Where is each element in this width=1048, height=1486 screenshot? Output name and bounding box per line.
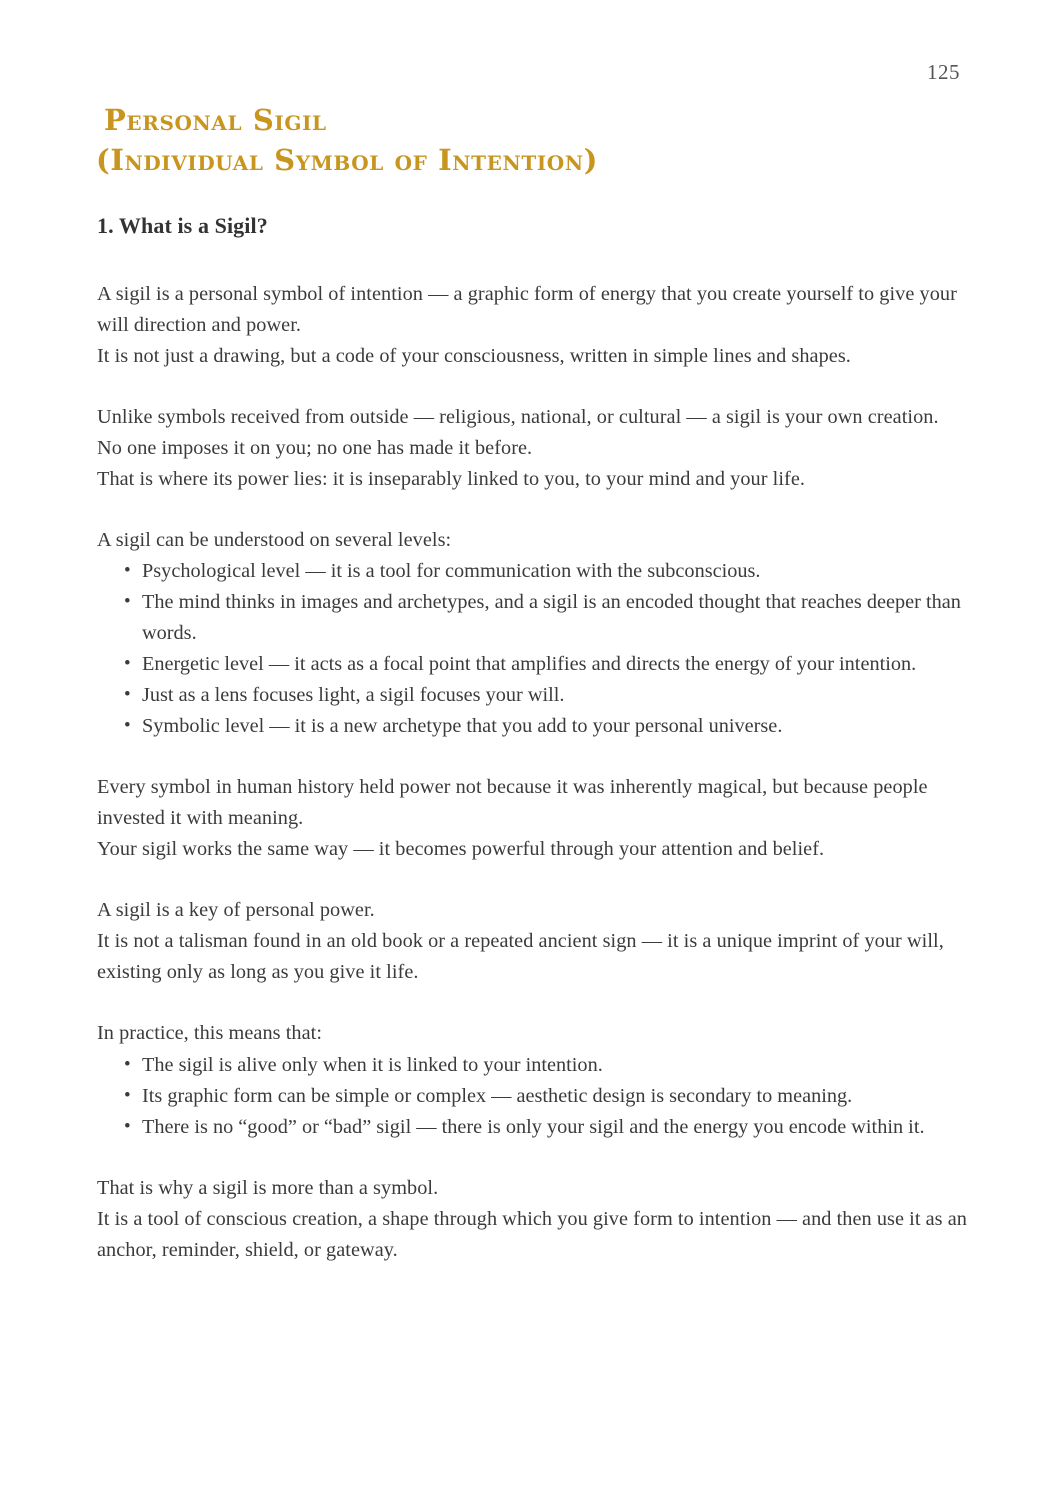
spacer [97, 372, 981, 402]
spacer [97, 241, 981, 279]
list-item: • Just as a lens focuses light, a sigil focuses your will. [97, 680, 981, 711]
section-heading: 1. What is a Sigil? [97, 213, 268, 238]
spacer [97, 495, 981, 525]
spacer [97, 1143, 981, 1173]
spacer [97, 865, 981, 895]
paragraph-7: Every symbol in human history held power not because it was inherently magical, but because people invested it with meaning. [97, 776, 928, 830]
levels-list [97, 556, 981, 742]
paragraph-2: It is not just a drawing, but a code of your consciousness, written in simple lines and shapes. [97, 344, 851, 367]
paragraph-9: A sigil is a key of personal power. [97, 899, 375, 922]
paragraph-1: A sigil is a personal symbol of intention — a graphic form of energy that you create yourself to give your will direction and power. [97, 282, 957, 336]
page-number: 125 [927, 60, 960, 84]
list-item: • Symbolic level — it is a new archetype that you add to your personal universe. [97, 711, 981, 742]
list-item: • The sigil is alive only when it is linked to your intention. [97, 1050, 981, 1081]
page-content [97, 212, 981, 1266]
paragraph-8: Your sigil works the same way — it becomes powerful through your attention and belief. [97, 838, 825, 861]
paragraph-6: A sigil can be understood on several levels: [97, 528, 452, 551]
title-line-2: (Individual Symbol of Intention) [96, 143, 599, 178]
paragraph-11: In practice, this means that: [97, 1022, 323, 1045]
paragraph-5: That is where its power lies: it is inseparably linked to you, to your mind and your life. [97, 467, 806, 490]
paragraph-13: It is a tool of conscious creation, a shape through which you give form to intention — and then use it as an anchor, reminder, shield, or gateway. [97, 1207, 967, 1261]
list-item: • There is no “good” or “bad” sigil — there is only your sigil and the energy you encode within it. [97, 1112, 981, 1143]
list-item: • The mind thinks in images and archetypes, and a sigil is an encoded thought that reaches deeper than words. [97, 587, 981, 649]
paragraph-3: Unlike symbols received from outside — religious, national, or cultural — a sigil is your own creation. [97, 405, 939, 428]
paragraph-12: That is why a sigil is more than a symbol. [97, 1176, 439, 1199]
paragraph-10: It is not a talisman found in an old book or a repeated ancient sign — it is a unique imprint of your will, existing only as long as you give it life. [97, 930, 944, 984]
list-item: • Psychological level — it is a tool for communication with the subconscious. [97, 556, 981, 587]
list-item: • Energetic level — it acts as a focal point that amplifies and directs the energy of your intention. [97, 649, 981, 680]
spacer [97, 988, 981, 1018]
paragraph-4: No one imposes it on you; no one has made it before. [97, 436, 533, 459]
list-item: • Its graphic form can be simple or complex — aesthetic design is secondary to meaning. [97, 1081, 981, 1112]
practice-list [97, 1050, 981, 1143]
title-line-1: Personal Sigil [104, 103, 327, 137]
document-title [96, 100, 988, 180]
spacer [97, 742, 981, 772]
